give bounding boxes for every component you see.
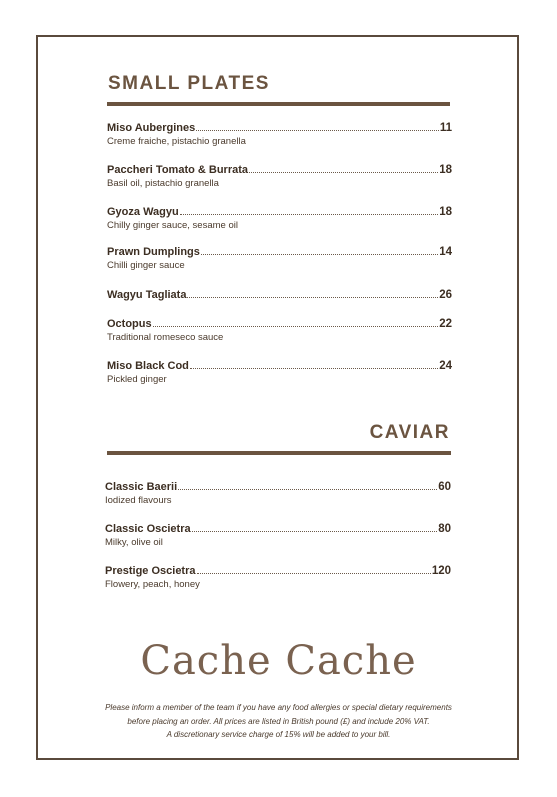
item-description: Chilly ginger sauce, sesame oil bbox=[107, 220, 238, 231]
menu-item bbox=[107, 244, 452, 271]
item-name: Wagyu Tagliata bbox=[107, 289, 187, 301]
menu-item bbox=[107, 358, 452, 385]
item-name: Miso Aubergines bbox=[107, 122, 196, 134]
dot-leader bbox=[178, 488, 437, 490]
item-description: Iodized flavours bbox=[105, 495, 172, 506]
dot-leader bbox=[180, 213, 438, 215]
menu-item bbox=[107, 287, 452, 301]
item-description: Milky, olive oil bbox=[105, 537, 163, 548]
item-description: Pickled ginger bbox=[107, 374, 167, 385]
item-description: Flowery, peach, honey bbox=[105, 579, 200, 590]
item-price: 80 bbox=[438, 523, 451, 535]
item-price: 11 bbox=[439, 122, 452, 134]
allergy-notice bbox=[0, 701, 557, 742]
item-name: Miso Black Cod bbox=[107, 360, 189, 372]
item-price: 26 bbox=[439, 289, 452, 301]
menu-item bbox=[105, 521, 451, 548]
item-description: Chilli ginger sauce bbox=[107, 260, 185, 271]
item-price: 120 bbox=[431, 565, 451, 577]
item-name: Classic Baerii bbox=[105, 481, 178, 493]
item-description: Basil oil, pistachio granella bbox=[107, 178, 219, 189]
item-price: 18 bbox=[439, 164, 452, 176]
item-name: Gyoza Wagyu bbox=[107, 206, 179, 218]
dot-leader bbox=[153, 325, 439, 327]
item-name: Prawn Dumplings bbox=[107, 246, 200, 258]
item-description: Traditional romeseco sauce bbox=[107, 332, 224, 343]
menu-item bbox=[107, 204, 452, 231]
item-price: 14 bbox=[439, 246, 452, 258]
dot-leader bbox=[201, 253, 438, 255]
dot-leader bbox=[196, 129, 439, 131]
dot-leader bbox=[197, 572, 431, 574]
item-description: Creme fraiche, pistachio granella bbox=[107, 136, 246, 147]
menu-item bbox=[107, 120, 452, 147]
section-rule bbox=[107, 451, 451, 455]
footer-line: A discretionary service charge of 15% will be added to your bill. bbox=[166, 730, 391, 739]
menu-item bbox=[107, 316, 452, 343]
item-name: Paccheri Tomato & Burrata bbox=[107, 164, 249, 176]
section-title-caviar: CAVIAR bbox=[369, 422, 450, 443]
item-price: 18 bbox=[439, 206, 452, 218]
item-price: 22 bbox=[439, 318, 452, 330]
dot-leader bbox=[249, 171, 438, 173]
dot-leader bbox=[190, 367, 438, 369]
item-name: Octopus bbox=[107, 318, 152, 330]
menu-item bbox=[105, 479, 451, 506]
section-title-small-plates: SMALL PLATES bbox=[108, 73, 270, 94]
footer-line: Please inform a member of the team if you have any food allergies or special dietary requirements bbox=[105, 703, 452, 712]
menu-item bbox=[105, 563, 451, 590]
item-name: Classic Oscietra bbox=[105, 523, 191, 535]
item-name: Prestige Oscietra bbox=[105, 565, 196, 577]
footer-line: before placing an order. All prices are listed in British pound (£) and include 20% VAT. bbox=[127, 716, 430, 726]
section-rule bbox=[107, 102, 450, 106]
menu-item bbox=[107, 162, 452, 189]
item-price: 60 bbox=[438, 481, 451, 493]
item-price: 24 bbox=[439, 360, 452, 372]
dot-leader bbox=[187, 296, 438, 298]
restaurant-logo: Cache Cache bbox=[140, 638, 417, 684]
dot-leader bbox=[192, 530, 438, 532]
